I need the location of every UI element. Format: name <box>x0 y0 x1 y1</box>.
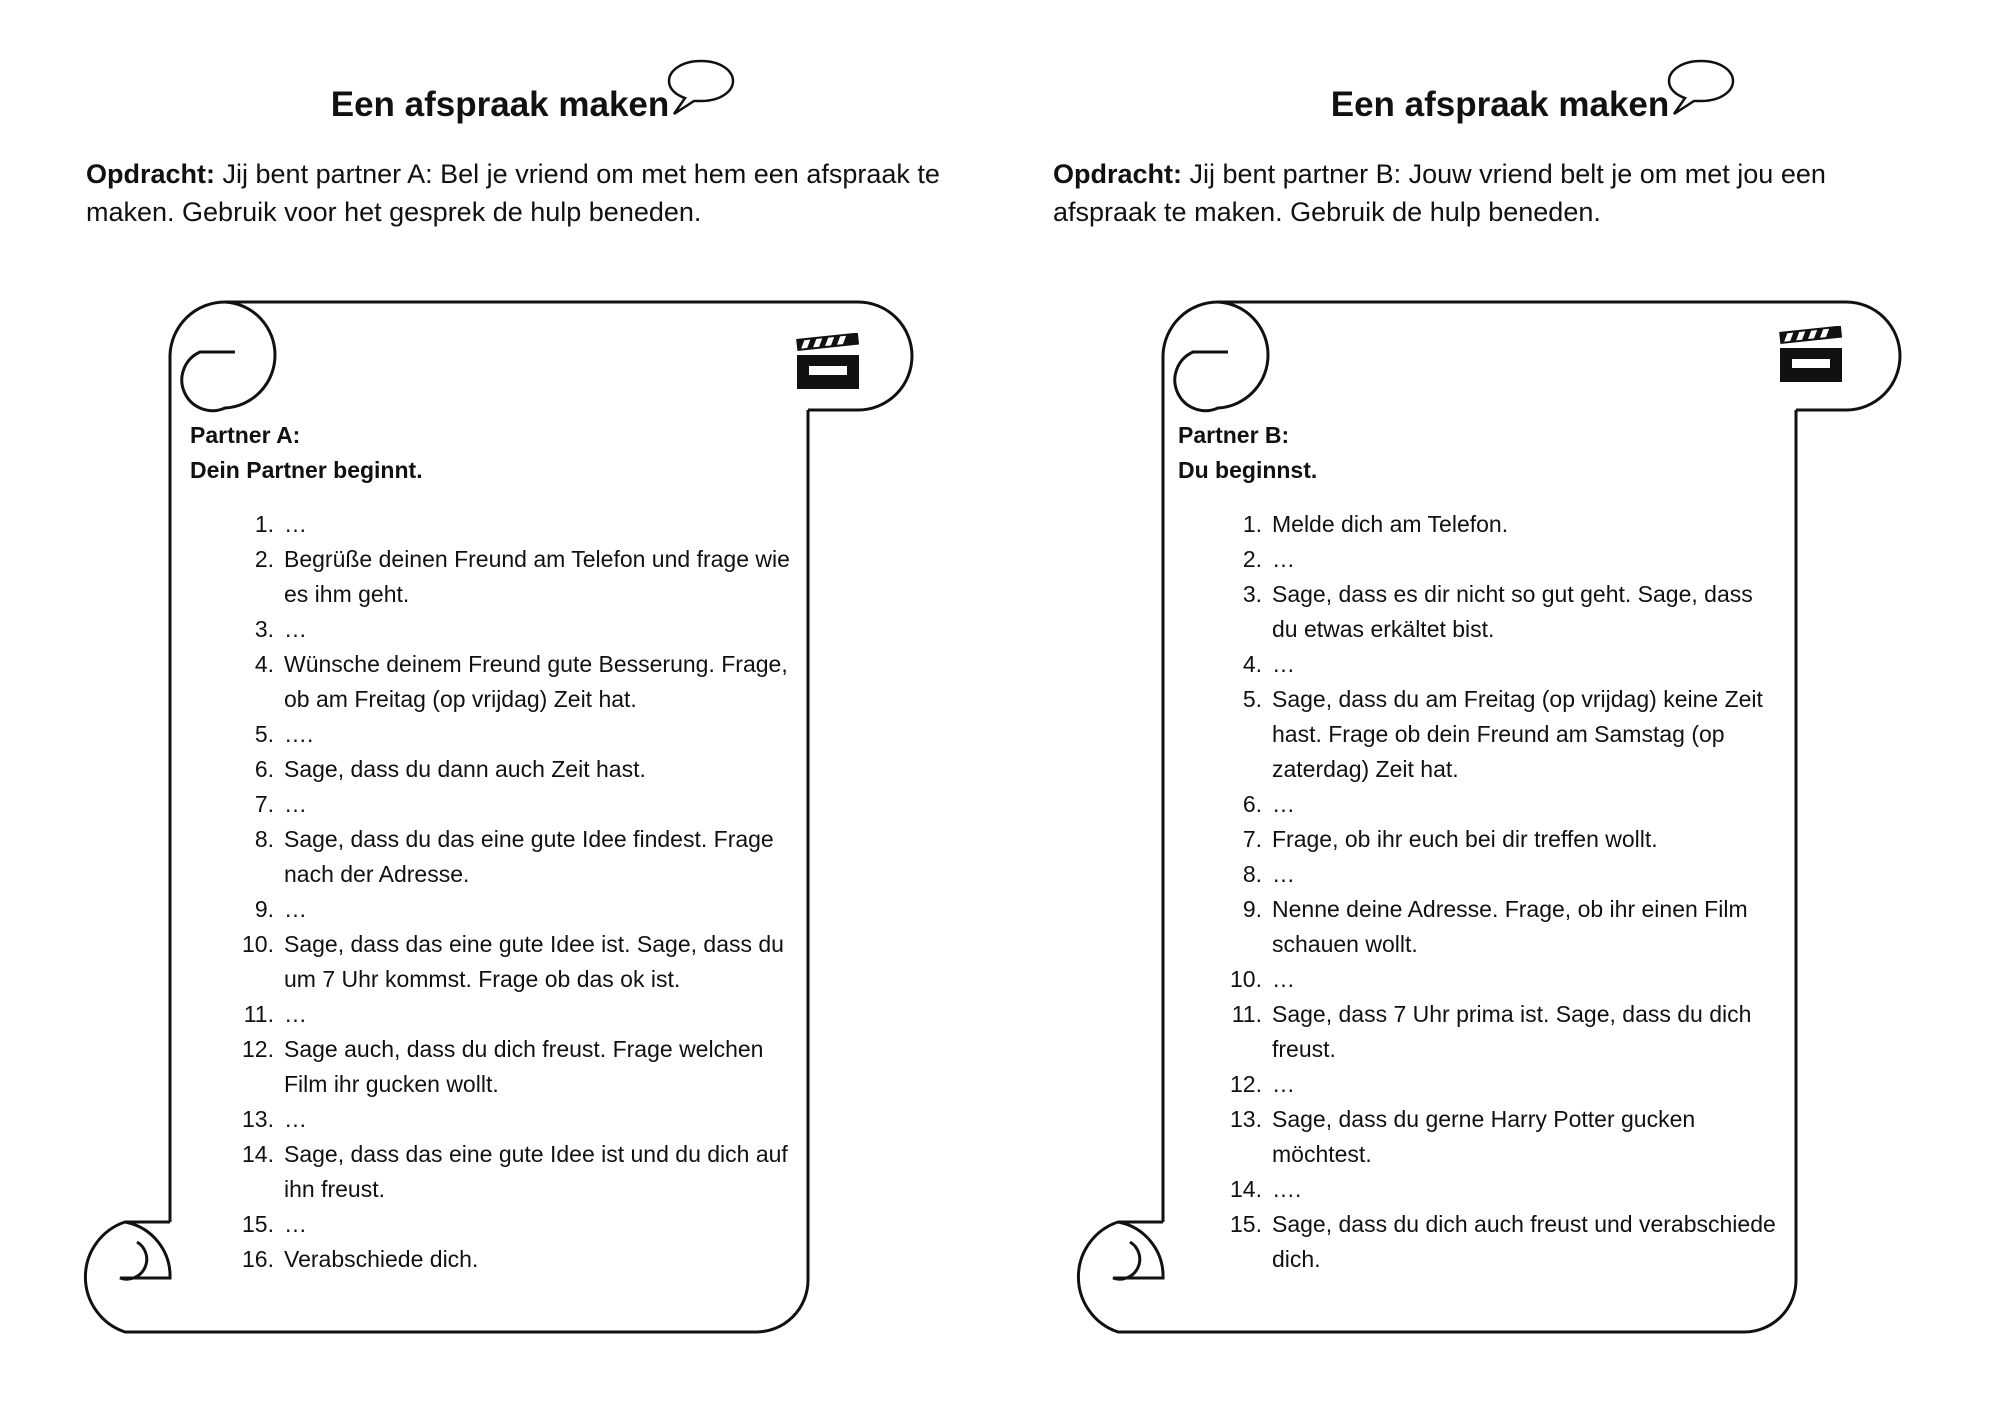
partner-a-panel <box>190 418 810 1272</box>
list-item <box>230 542 790 612</box>
step-text: … <box>284 1211 307 1237</box>
list-item <box>230 507 790 542</box>
list-item <box>230 997 790 1032</box>
step-number: 12. <box>1230 1071 1262 1097</box>
step-text: … <box>1272 861 1295 887</box>
list-item <box>1218 1067 1778 1102</box>
page-title <box>1000 85 2000 125</box>
step-text: Sage, dass das eine gute Idee ist. Sage, dass du um 7 Uhr kommst. Frage ob das ok ist. <box>284 931 784 992</box>
step-text: Begrüße deinen Freund am Telefon und frage wie es ihm geht. <box>284 546 790 607</box>
worksheet-partner-b <box>1000 0 2000 1414</box>
list-item <box>1218 1172 1778 1207</box>
list-item <box>1218 647 1778 682</box>
instruction <box>1053 155 1933 231</box>
list-item <box>1218 962 1778 997</box>
partner-instruction: Du beginnst. <box>1178 457 1318 483</box>
list-item <box>1218 682 1778 787</box>
step-text: … <box>284 791 307 817</box>
step-number: 14. <box>242 1141 274 1167</box>
step-number: 4. <box>1242 651 1262 677</box>
step-number: 1. <box>254 511 274 537</box>
speech-bubble-icon <box>666 58 736 120</box>
list-item <box>1218 892 1778 962</box>
step-number: 2. <box>1242 546 1262 572</box>
instruction-text: Jij bent partner A: Bel je vriend om met hem een afspraak te maken. Gebruik voor het gesprek de hulp beneden. <box>86 159 940 227</box>
list-item <box>230 1137 790 1207</box>
list-item <box>1218 822 1778 857</box>
step-text: … <box>1272 546 1295 572</box>
instruction <box>86 155 966 231</box>
list-item <box>230 1102 790 1137</box>
step-text: … <box>1272 651 1295 677</box>
step-number: 13. <box>242 1106 274 1132</box>
step-text: Sage, dass du das eine gute Idee findest. Frage nach der Adresse. <box>284 826 774 887</box>
step-text: … <box>284 896 307 922</box>
page-title-text: Een afspraak maken <box>1330 85 1670 124</box>
list-item <box>230 822 790 892</box>
list-item <box>1218 577 1778 647</box>
steps-list <box>1218 507 1778 1277</box>
step-text: …. <box>1272 1176 1302 1202</box>
step-text: Frage, ob ihr euch bei dir treffen wollt. <box>1272 826 1658 852</box>
list-item <box>1218 1102 1778 1172</box>
step-number: 3. <box>254 616 274 642</box>
list-item <box>1218 542 1778 577</box>
page-title <box>0 85 1000 125</box>
step-number: 11. <box>243 1001 274 1027</box>
speech-bubble-icon <box>1666 58 1736 120</box>
step-text: … <box>284 511 307 537</box>
step-text: …. <box>284 721 314 747</box>
step-number: 3. <box>1242 581 1262 607</box>
step-number: 1. <box>1242 511 1262 537</box>
list-item <box>1218 507 1778 542</box>
list-item <box>230 787 790 822</box>
clapperboard-icon <box>795 333 861 391</box>
step-text: Verabschiede dich. <box>284 1246 479 1272</box>
partner-label: Partner B: <box>1178 422 1290 448</box>
list-item <box>230 1242 790 1277</box>
instruction-label: Opdracht: <box>86 159 216 189</box>
partner-label: Partner A: <box>190 422 301 448</box>
list-item <box>230 752 790 787</box>
step-number: 4. <box>254 651 274 677</box>
partner-b-panel <box>1178 418 1798 1272</box>
list-item <box>230 1032 790 1102</box>
step-number: 9. <box>1242 896 1262 922</box>
step-number: 12. <box>242 1036 274 1062</box>
step-number: 5. <box>254 721 274 747</box>
step-text: Sage, dass 7 Uhr prima ist. Sage, dass du dich freust. <box>1272 1001 1752 1062</box>
step-text: Sage, dass das eine gute Idee ist und du dich auf ihn freust. <box>284 1141 788 1202</box>
step-number: 15. <box>1230 1211 1262 1237</box>
step-text: Sage, dass du dann auch Zeit hast. <box>284 756 646 782</box>
step-number: 9. <box>254 896 274 922</box>
step-text: Sage, dass es dir nicht so gut geht. Sage, dass du etwas erkältet bist. <box>1272 581 1753 642</box>
list-item <box>230 892 790 927</box>
step-text: Melde dich am Telefon. <box>1272 511 1509 537</box>
list-item <box>1218 997 1778 1067</box>
step-text: … <box>1272 791 1295 817</box>
instruction-label: Opdracht: <box>1053 159 1183 189</box>
step-number: 5. <box>1242 686 1262 712</box>
list-item <box>230 1207 790 1242</box>
step-number: 10. <box>1230 966 1262 992</box>
clapperboard-icon <box>1778 326 1844 384</box>
step-number: 16. <box>242 1246 274 1272</box>
list-item <box>230 927 790 997</box>
step-number: 13. <box>1230 1106 1262 1132</box>
list-item <box>1218 1207 1778 1277</box>
step-text: Sage, dass du am Freitag (op vrijdag) keine Zeit hast. Frage ob dein Freund am Samstag (op zaterdag) Zeit hat. <box>1272 686 1763 782</box>
list-item <box>230 717 790 752</box>
step-number: 7. <box>1242 826 1262 852</box>
list-item <box>230 647 790 717</box>
steps-list <box>230 507 790 1277</box>
step-number: 11. <box>1231 1001 1262 1027</box>
step-number: 8. <box>254 826 274 852</box>
step-text: Sage auch, dass du dich freust. Frage welchen Film ihr gucken wollt. <box>284 1036 764 1097</box>
step-number: 2. <box>254 546 274 572</box>
list-item <box>1218 787 1778 822</box>
step-number: 10. <box>242 931 274 957</box>
step-text: Sage, dass du gerne Harry Potter gucken möchtest. <box>1272 1106 1696 1167</box>
step-number: 6. <box>254 756 274 782</box>
step-number: 15. <box>242 1211 274 1237</box>
step-number: 14. <box>1230 1176 1262 1202</box>
step-number: 8. <box>1242 861 1262 887</box>
step-text: … <box>284 1001 307 1027</box>
step-text: Wünsche deinem Freund gute Besserung. Frage, ob am Freitag (op vrijdag) Zeit hat. <box>284 651 788 712</box>
step-text: … <box>1272 966 1295 992</box>
step-number: 7. <box>254 791 274 817</box>
instruction-text: Jij bent partner B: Jouw vriend belt je om met jou een afspraak te maken. Gebruik de hulp beneden. <box>1053 159 1826 227</box>
page-title-text: Een afspraak maken <box>330 85 670 124</box>
step-text: … <box>1272 1071 1295 1097</box>
list-item <box>230 612 790 647</box>
step-number: 6. <box>1242 791 1262 817</box>
step-text: Sage, dass du dich auch freust und verabschiede dich. <box>1272 1211 1776 1272</box>
step-text: … <box>284 616 307 642</box>
step-text: … <box>284 1106 307 1132</box>
step-text: Nenne deine Adresse. Frage, ob ihr einen Film schauen wollt. <box>1272 896 1748 957</box>
partner-instruction: Dein Partner beginnt. <box>190 457 423 483</box>
list-item <box>1218 857 1778 892</box>
